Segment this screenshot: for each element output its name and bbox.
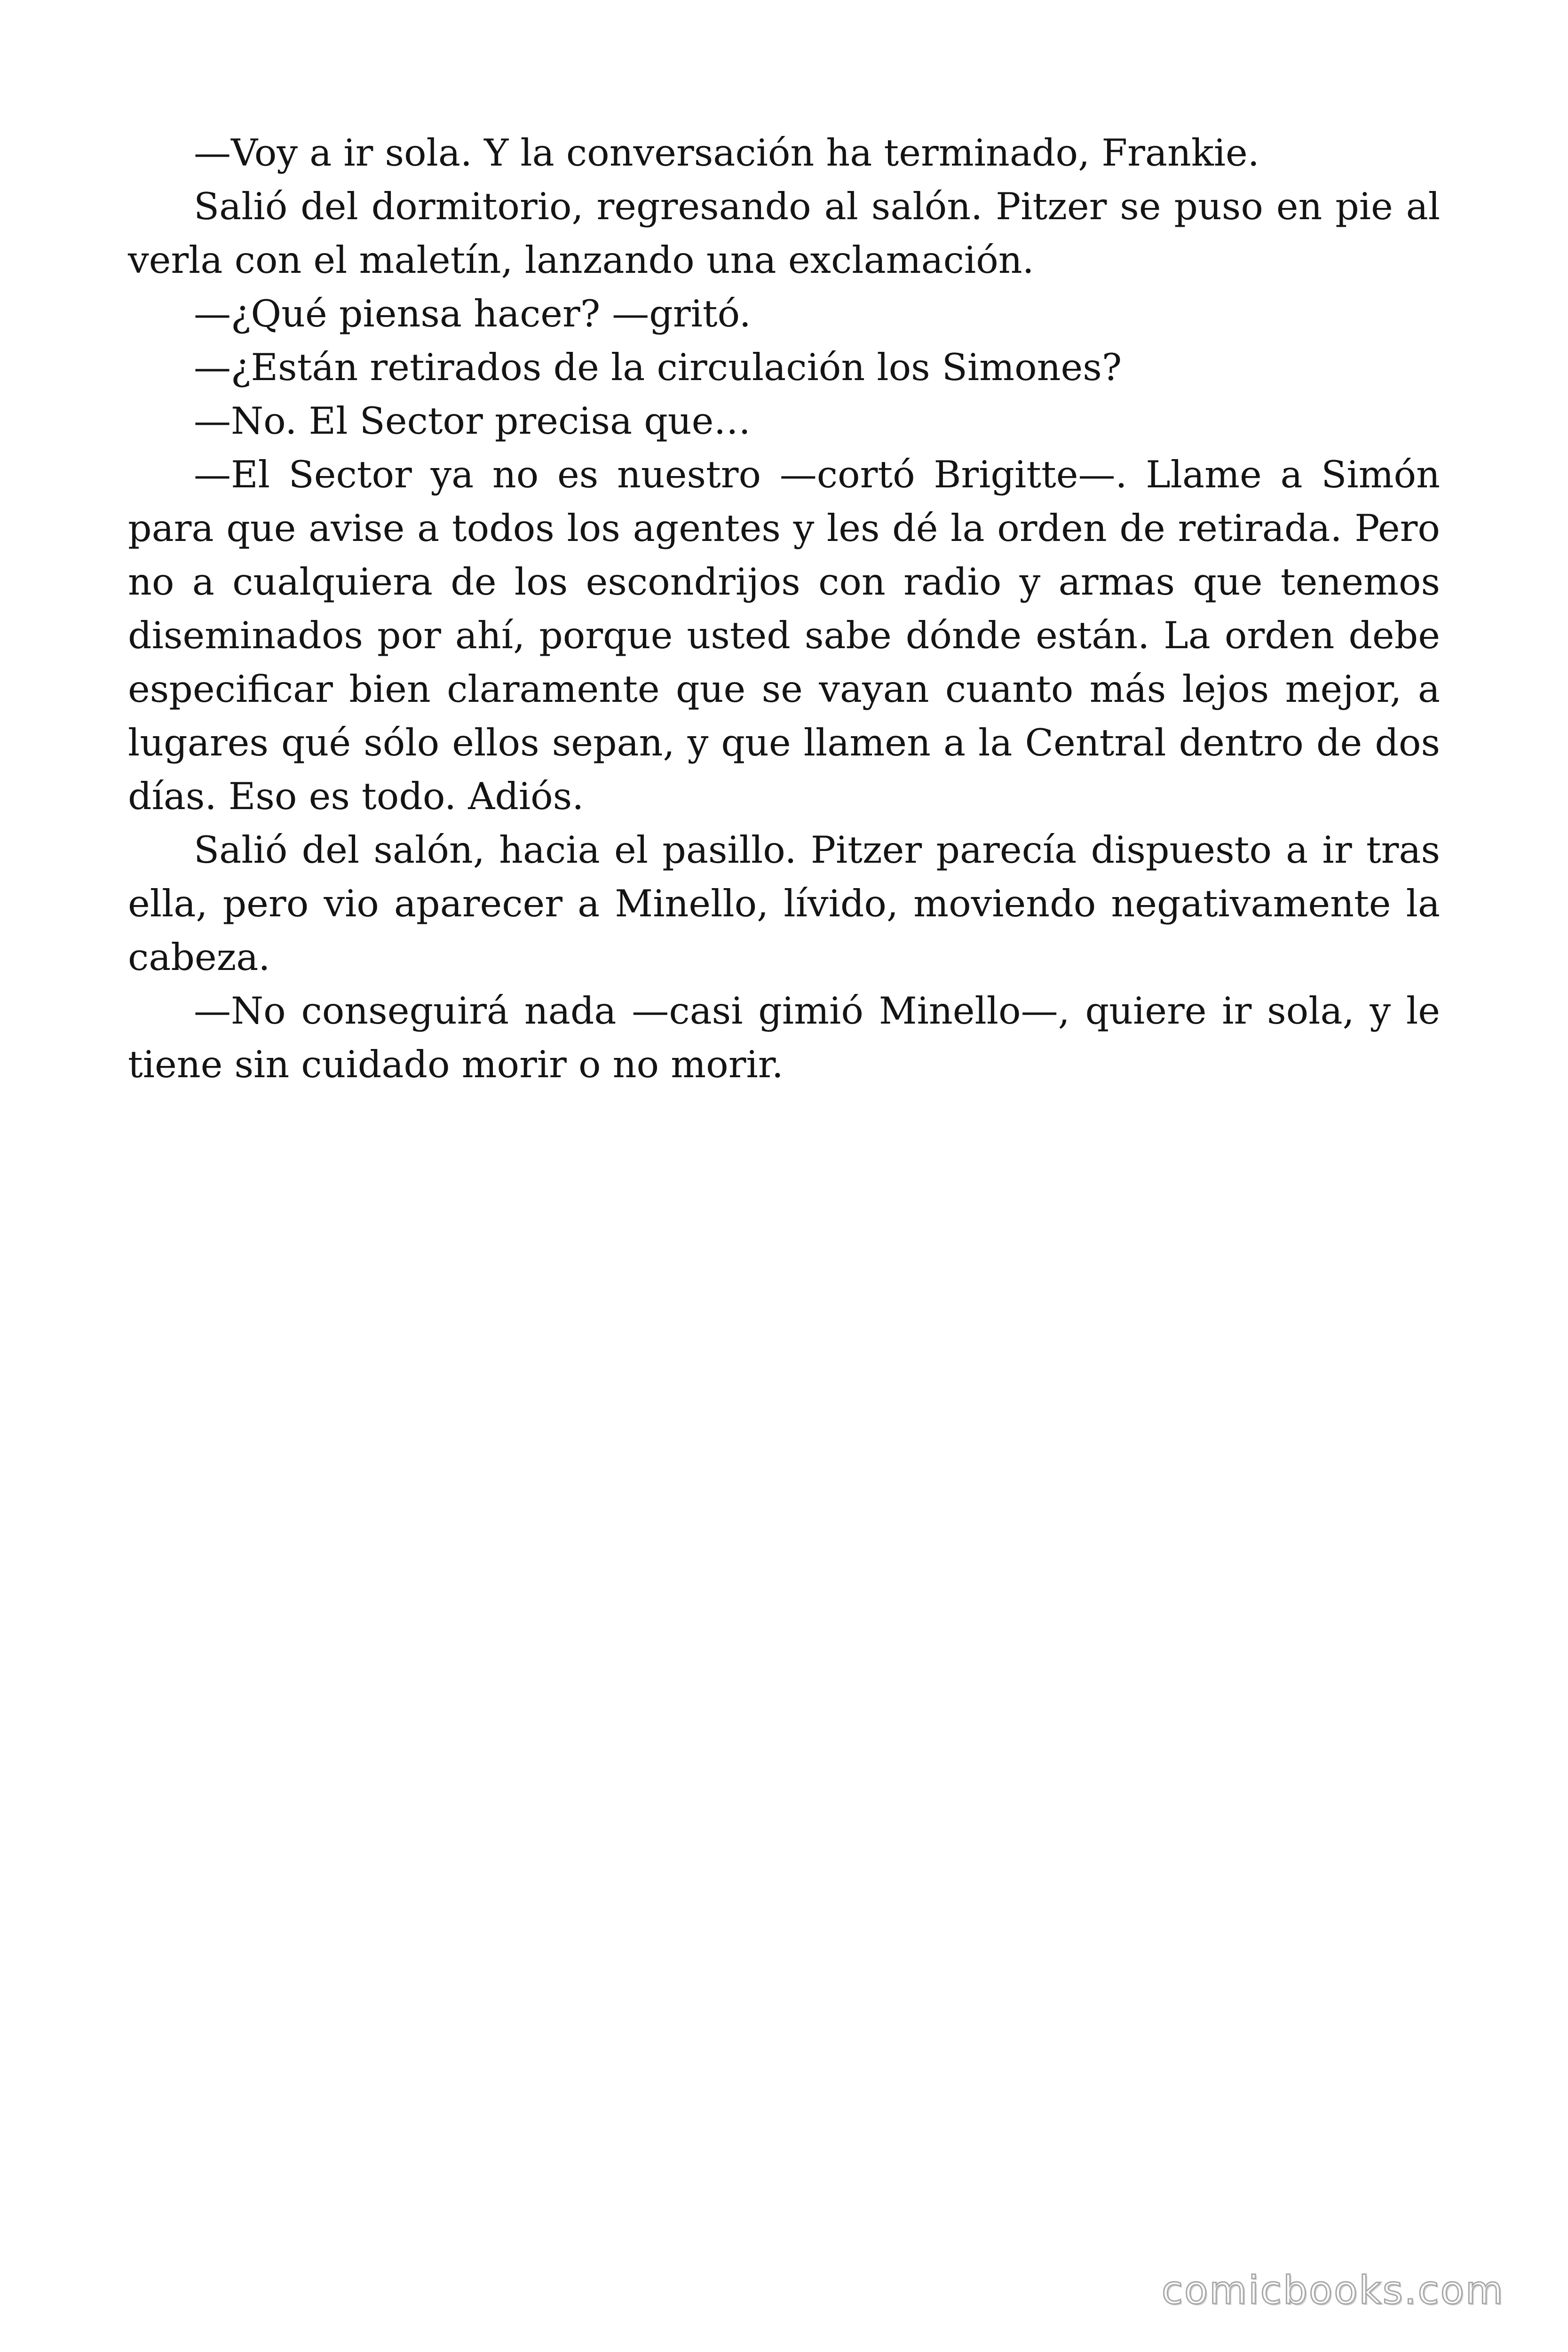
paragraph-5: —No. El Sector precisa que… xyxy=(194,399,751,443)
page-text xyxy=(128,126,1440,1091)
paragraph-3: —¿Qué piensa hacer? —gritó. xyxy=(194,292,751,335)
watermark: comicbooks.com xyxy=(1162,2268,1505,2313)
paragraph-1: —Voy a ir sola. Y la conversación ha terminado, Frankie. xyxy=(194,131,1259,175)
paragraph-4: —¿Están retirados de la circulación los Simones? xyxy=(194,346,1122,389)
paragraph-7: Salió del salón, hacia el pasillo. Pitzer parecía dispuesto a ir tras ella, pero vio aparecer a Minello, lívido, moviendo negativamente la cabeza. xyxy=(128,828,1440,979)
paragraph-6: —El Sector ya no es nuestro —cortó Brigitte—. Llame a Simón para que avise a todos los agentes y les dé la orden de retirada. Pero no a cualquiera de los escondrijos con radio y armas que tenemos diseminados por ahí, porque usted sabe dónde están. La orden debe especificar bien claramente que se vayan cuanto más lejos mejor, a lugares qué sólo ellos sepan, y que llamen a la Central dentro de dos días. Eso es todo. Adiós. xyxy=(128,453,1440,818)
paragraph-8: —No conseguirá nada —casi gimió Minello—, quiere ir sola, y le tiene sin cuidado morir o no morir. xyxy=(128,989,1440,1086)
paragraph-2: Salió del dormitorio, regresando al salón. Pitzer se puso en pie al verla con el maletín, lanzando una exclamación. xyxy=(128,185,1440,282)
